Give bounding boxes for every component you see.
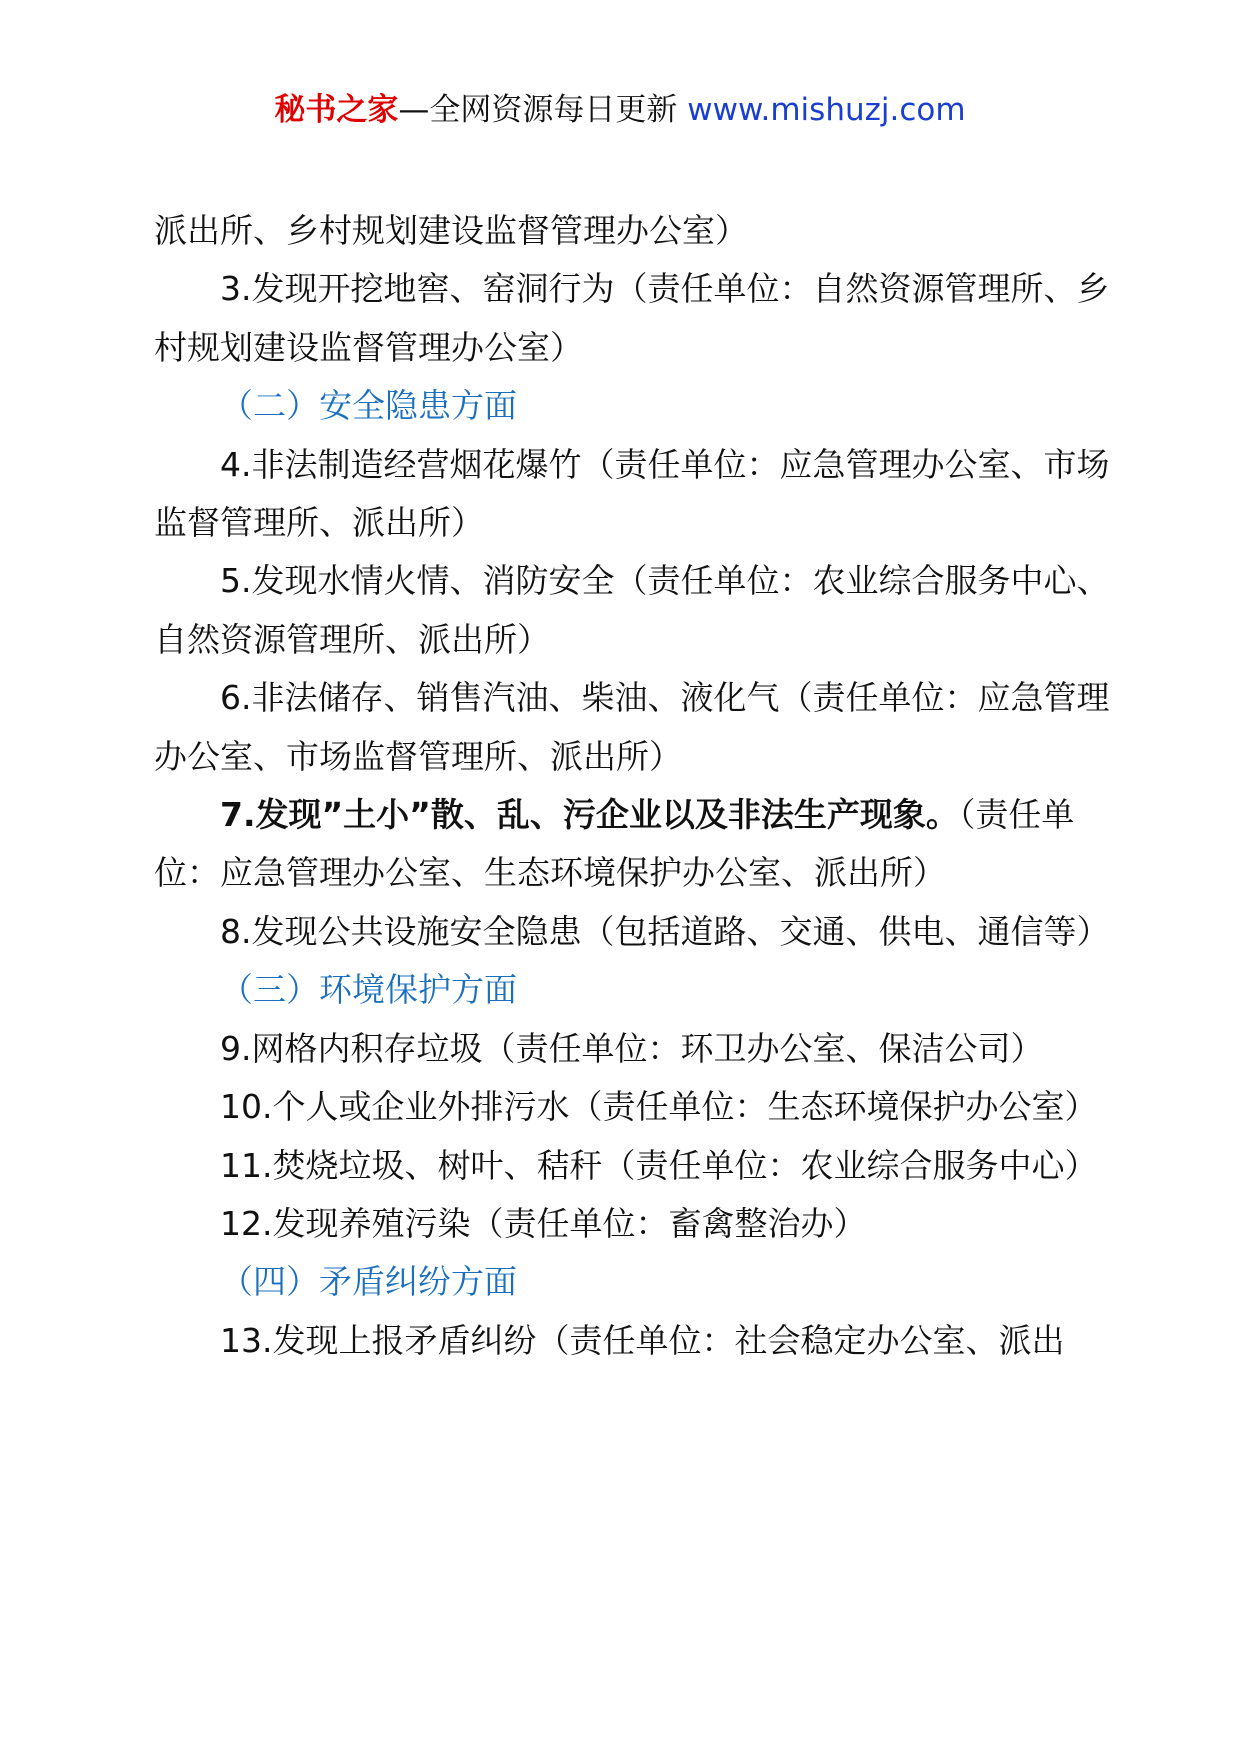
section-heading-safety: （二）安全隐患方面 [220, 386, 517, 426]
list-item-11: 11.焚烧垃圾、树叶、秸秆（责任单位：农业综合服务中心） [220, 1145, 1098, 1185]
paragraph-continuation: 派出所、乡村规划建设监督管理办公室） [154, 211, 748, 250]
list-item-13: 13.发现上报矛盾纠纷（责任单位：社会稳定办公室、派出 [220, 1320, 1065, 1360]
section-heading-environment: （三）环境保护方面 [220, 970, 517, 1010]
header-tagline: —全网资源每日更新 [398, 92, 688, 128]
list-item-3: 3.发现开挖地窖、窑洞行为（责任单位：自然资源管理所、乡村规划建设监督管理办公室） [154, 269, 1110, 367]
list-item-7-text: （责任单位：应急管理办公室、生态环境保护办公室、派出所） [154, 795, 1075, 893]
site-url[interactable]: www.mishuzj.com [687, 92, 966, 128]
list-item-7 [154, 786, 1114, 903]
list-item-4: 4.非法制造经营烟花爆竹（责任单位：应急管理办公室、市场监督管理所、派出所） [154, 444, 1110, 543]
brand-name: 秘书之家 [274, 92, 399, 128]
document-body [154, 202, 1114, 1370]
list-item-6: 6.非法储存、销售汽油、柴油、液化气（责任单位：应急管理办公室、市场监督管理所、派出所） [154, 678, 1110, 776]
list-item-10: 10.个人或企业外排污水（责任单位：生态环境保护办公室） [220, 1087, 1098, 1127]
list-item-9: 9.网格内积存垃圾（责任单位：环卫办公室、保洁公司） [220, 1028, 1044, 1068]
list-item-8: 8.发现公共设施安全隐患（包括道路、交通、供电、通信等） [220, 911, 1110, 951]
list-item-12: 12.发现养殖污染（责任单位：畜禽整治办） [220, 1203, 867, 1243]
page-header [0, 88, 1240, 132]
list-item-7-bold: 7.发现”土小”散、乱、污企业以及非法生产现象。 [220, 795, 959, 835]
section-heading-disputes: （四）矛盾纠纷方面 [220, 1262, 517, 1302]
list-item-5: 5.发现水情火情、消防安全（责任单位：农业综合服务中心、自然资源管理所、派出所） [154, 561, 1110, 659]
